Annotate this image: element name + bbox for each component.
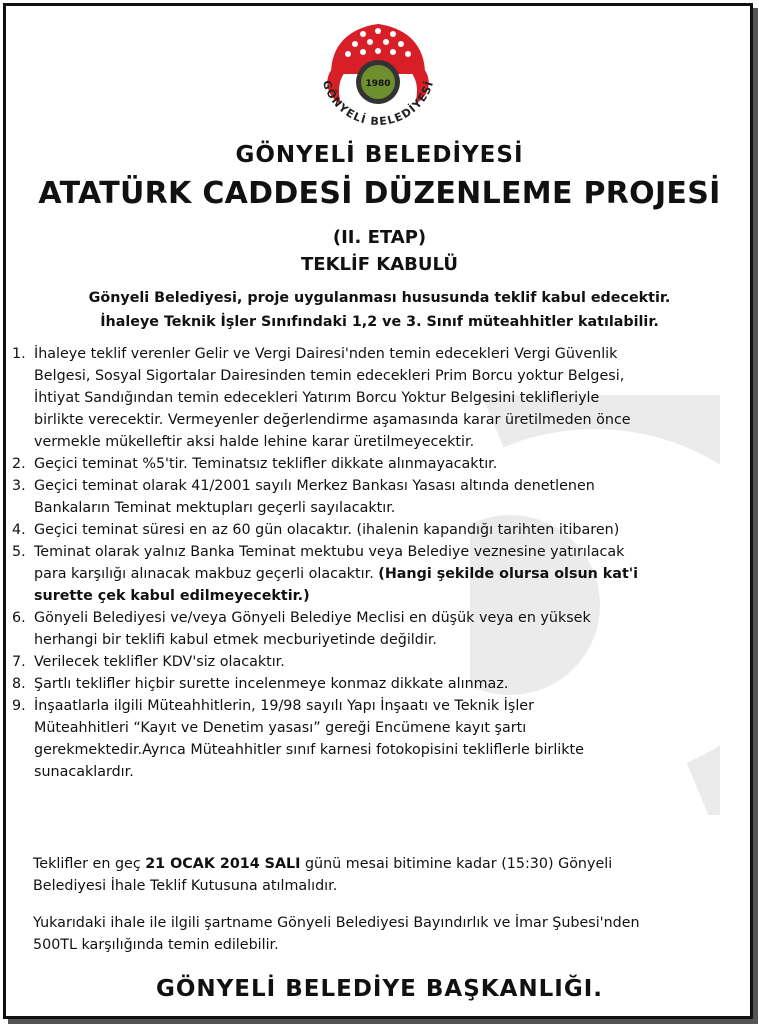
item-line: Verilecek teklifler KDV'siz olacaktır. — [34, 654, 285, 670]
item-number: 8. — [12, 676, 26, 692]
item-line: Geçici teminat %5'tir. Teminatsız teklifler dikkate alınmayacaktır. — [34, 456, 498, 472]
item-number: 9. — [12, 698, 26, 714]
item-line — [34, 585, 742, 607]
list-item — [12, 475, 742, 519]
item-number: 5. — [12, 544, 26, 560]
spec-line-1: Yukarıdaki ihale ile ilgili şartname Gönyeli Belediyesi Bayındırlık ve İmar Şubesi'nden — [33, 915, 640, 931]
deadline-text: Teklifler en geç — [33, 856, 146, 872]
intro-line-2: İhaleye Teknik İşler Sınıfındaki 1,2 ve 3. Sınıf müteahhitler katılabilir. — [100, 314, 659, 330]
item-line: İnşaatlarla ilgili Müteahhitlerin, 19/98 sayılı Yapı İnşaatı ve Teknik İşler — [34, 698, 534, 714]
item-line: Müteahhitleri “Kayıt ve Denetim yasası” gereği Encümene kayıt şartı — [34, 720, 527, 736]
deadline-date: 21 OCAK 2014 SALI — [145, 856, 301, 872]
spec-line-2: 500TL karşılığında temin edilebilir. — [33, 937, 279, 953]
list-item — [12, 541, 742, 607]
item-line: Geçici teminat süresi en az 60 gün olacaktır. (ihalenin kapandığı tarihten itibaren) — [34, 522, 620, 538]
list-item — [12, 519, 742, 541]
conditions-list — [12, 343, 742, 783]
item-number: 6. — [12, 610, 26, 626]
item-number: 3. — [12, 478, 26, 494]
logo-year: 1980 — [365, 79, 391, 89]
item-line: İhaleye teklif verenler Gelir ve Vergi Dairesi'nden temin edecekleri Vergi Güvenlik — [34, 346, 618, 362]
intro-text — [0, 286, 759, 334]
deadline-line-2: Belediyesi İhale Teklif Kutusuna atılmalıdır. — [33, 878, 338, 894]
item-line: sunacaklardır. — [34, 764, 134, 780]
item-line: Gönyeli Belediyesi ve/veya Gönyeli Belediye Meclisi en düşük veya en yüksek — [34, 610, 591, 626]
list-item — [12, 453, 742, 475]
item-number: 7. — [12, 654, 26, 670]
deadline-text: günü mesai bitimine kadar (15:30) Gönyeli — [300, 856, 613, 872]
specification-paragraph — [33, 912, 745, 956]
item-number: 4. — [12, 522, 26, 538]
item-line: Teminat olarak yalnız Banka Teminat mektubu veya Belediye veznesine yatırılacak — [34, 544, 625, 560]
item-line: vermekle mükelleftir aksi halde lehine karar üretilmeyecektir. — [34, 434, 475, 450]
list-item — [12, 695, 742, 783]
notice-subtitle: TEKLİF KABULÜ — [301, 254, 458, 275]
item-line: Geçici teminat olarak 41/2001 sayılı Merkez Bankası Yasası altında denetlenen — [34, 478, 595, 494]
item-bold-text: surette çek kabul edilmeyecektir.) — [34, 588, 310, 604]
intro-line-1: Gönyeli Belediyesi, proje uygulanması hususunda teklif kabul edecektir. — [88, 290, 671, 306]
organization-heading: GÖNYELİ BELEDİYESİ — [235, 142, 524, 168]
item-number: 2. — [12, 456, 26, 472]
item-line — [34, 563, 742, 585]
project-title: ATATÜRK CADDESİ DÜZENLEME PROJESİ — [38, 176, 721, 211]
item-line: Belgesi, Sosyal Sigortalar Dairesinden temin edecekleri Prim Borcu yoktur Belgesi, — [34, 368, 625, 384]
deadline-line-1 — [33, 853, 745, 875]
item-number: 1. — [12, 346, 26, 362]
item-line: herhangi bir teklifi kabul etmek mecburiyetinde değildir. — [34, 632, 437, 648]
item-line: İhtiyat Sandığından temin edecekleri Yatırım Borcu Yoktur Belgesini teklifleriyle — [34, 390, 600, 406]
item-line: gerekmektedir.Ayrıca Müteahhitler sınıf karnesi fotokopisini tekliflerle birlikte — [34, 742, 584, 758]
item-line: Şartlı teklifler hiçbir surette incelenmeye konmaz dikkate alınmaz. — [34, 676, 509, 692]
list-item — [12, 651, 742, 673]
deadline-paragraph — [33, 853, 745, 897]
signature-footer: GÖNYELİ BELEDİYE BAŞKANLIĞI. — [155, 976, 604, 1002]
list-item — [12, 343, 742, 453]
list-item — [12, 607, 742, 651]
item-line: birlikte verecektir. Vermeyenler değerlendirme aşamasında karar üretilmeden önce — [34, 412, 631, 428]
item-line: Bankaların Teminat mektupları geçerli sayılacaktır. — [34, 500, 396, 516]
municipality-logo — [303, 16, 453, 138]
item-bold-text: (Hangi şekilde olursa olsun kat'i — [378, 566, 639, 582]
list-item — [12, 673, 742, 695]
phase-label: (II. ETAP) — [332, 227, 427, 248]
item-text: para karşılığı alınacak makbuz geçerli olacaktır. — [34, 566, 379, 582]
logo-arc-text: GÖNYELİ BELEDİYESİ — [319, 78, 437, 129]
